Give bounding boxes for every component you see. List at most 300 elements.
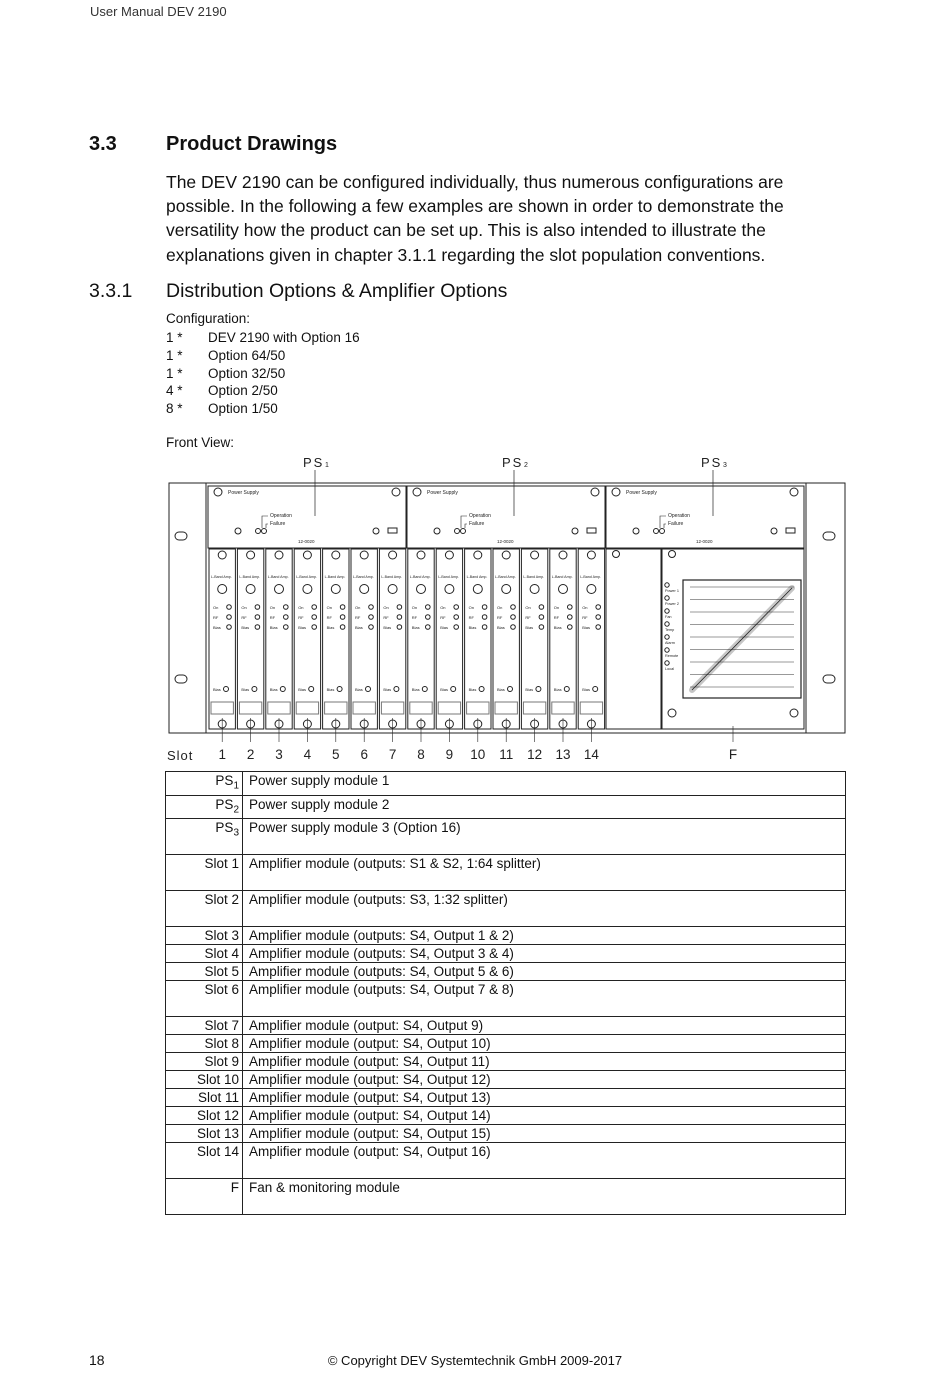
table-description: Amplifier module (outputs: S4, Output 3 & 4) xyxy=(243,945,846,963)
fan-led-label: Temp xyxy=(665,628,675,632)
configuration-qty: 8 * xyxy=(166,401,183,417)
subsection-number: 3.3.1 xyxy=(89,280,133,302)
amp-led-label: Bias xyxy=(326,625,335,630)
slot-number: 8 xyxy=(417,747,425,762)
table-key: Slot 11 xyxy=(166,1089,243,1107)
table-key: Slot 3 xyxy=(166,927,243,945)
psu-led-icon xyxy=(461,529,466,534)
table-row xyxy=(166,1143,846,1179)
amp-connector-icon xyxy=(502,585,511,594)
amp-led-label: On xyxy=(582,605,588,610)
amp-led-icon xyxy=(255,605,260,610)
table-row xyxy=(166,1089,846,1107)
amp-led-icon xyxy=(596,625,601,630)
amp-led-label: RF xyxy=(497,615,503,620)
amp-bias-label: Bias xyxy=(326,687,335,692)
amp-title: L-Band Amp. xyxy=(324,575,346,579)
screw-icon xyxy=(303,551,311,559)
amp-led-icon xyxy=(454,605,459,610)
amp-led-label: Bias xyxy=(241,625,250,630)
amp-led-icon xyxy=(511,605,516,610)
amp-led-icon xyxy=(312,625,317,630)
section-number: 3.3 xyxy=(89,133,117,155)
amp-led-icon xyxy=(312,605,317,610)
amp-title: L-Band Amp. xyxy=(466,575,488,579)
amp-led-icon xyxy=(454,625,459,630)
amp-led-label: Bias xyxy=(411,625,420,630)
screw-icon xyxy=(214,488,222,496)
table-row xyxy=(166,1071,846,1089)
amp-bias-pot-icon xyxy=(252,687,257,692)
amp-bias-pot-icon xyxy=(508,687,513,692)
amp-led-label: On xyxy=(383,605,389,610)
intro-paragraph: The DEV 2190 can be configured individually, thus numerous configurations are possible. In the following a few examples are shown in order to demonstrate the versatility how the product can be set up. This is also intended to illustrate the explanations given in chapter 3.1.1 regarding the slot population conventions. xyxy=(166,172,784,265)
slot-number: 2 xyxy=(246,747,255,762)
amp-led-label: Bias xyxy=(497,625,505,630)
amp-title: L-Band Amp. xyxy=(523,575,545,579)
chassis-inner-frame xyxy=(206,483,806,733)
table-description: Amplifier module (outputs: S4, Output 7 & 8) xyxy=(243,981,846,1017)
amp-led-label: On xyxy=(525,605,531,610)
screw-icon xyxy=(247,551,255,559)
amp-led-icon xyxy=(255,625,260,630)
rack-mount-hole-icon xyxy=(823,675,835,683)
screw-icon xyxy=(612,488,620,496)
screw-icon xyxy=(587,551,595,559)
psu-led-icon xyxy=(455,529,460,534)
amp-led-label: On xyxy=(553,605,560,610)
amp-led-label: Bias xyxy=(383,625,392,630)
amp-bias-label: Bias xyxy=(553,687,562,692)
configuration-item xyxy=(166,365,360,383)
table-row xyxy=(166,1125,846,1143)
table-description: Power supply module 2 xyxy=(243,795,846,819)
screw-icon xyxy=(669,551,676,558)
amp-led-label: On xyxy=(326,605,332,610)
screw-icon xyxy=(502,551,510,559)
ps-label-subscript: 1 xyxy=(325,462,329,469)
amp-bias-label: Bias xyxy=(440,687,448,692)
screw-icon xyxy=(668,709,676,717)
screw-icon xyxy=(445,551,453,559)
amp-led-label: Bias xyxy=(213,625,221,630)
section-title: Product Drawings xyxy=(166,133,338,155)
amp-connector-icon xyxy=(218,585,227,594)
amp-bias-pot-icon xyxy=(309,687,314,692)
amp-title: L-Band Amp. xyxy=(267,575,289,579)
screw-icon xyxy=(413,488,421,496)
amp-led-label: RF xyxy=(553,615,560,620)
amp-led-label: On xyxy=(468,605,474,610)
table-key: $PS_2$ xyxy=(166,795,243,819)
psu-failure-label: Failure xyxy=(469,521,485,527)
ps-label: PS xyxy=(701,455,723,470)
table-key: $PS_1$ xyxy=(166,772,243,796)
amp-led-icon xyxy=(227,605,232,610)
amp-connector-icon xyxy=(559,585,568,594)
configuration-item xyxy=(166,400,360,418)
table-key: Slot 8 xyxy=(166,1035,243,1053)
amp-led-label: RF xyxy=(241,615,247,620)
amp-led-label: RF xyxy=(383,615,389,620)
psu-led-leader xyxy=(262,516,268,528)
screw-icon xyxy=(389,551,397,559)
slot-number: 3 xyxy=(275,747,283,762)
slot-number: 1 xyxy=(218,747,226,762)
amp-handle xyxy=(467,702,489,714)
amp-title: L-Band Amp. xyxy=(580,575,601,579)
amp-led-icon xyxy=(482,615,487,620)
table-description: Amplifier module (outputs: S4, Output 5 & 6) xyxy=(243,963,846,981)
fan-led-icon xyxy=(665,609,669,613)
table-description: Amplifier module (output: S4, Output 11) xyxy=(243,1053,846,1071)
table-description: Amplifier module (output: S4, Output 14) xyxy=(243,1107,846,1125)
psu-failure-label: Failure xyxy=(668,521,684,527)
table-key: Slot 13 xyxy=(166,1125,243,1143)
amp-led-icon xyxy=(284,605,289,610)
amp-connector-icon xyxy=(388,585,397,594)
amp-bias-label: Bias xyxy=(468,687,477,692)
amp-connector-icon xyxy=(331,585,340,594)
table-row xyxy=(166,927,846,945)
slot-number: 4 xyxy=(303,747,312,762)
amp-connector-icon xyxy=(587,585,596,594)
page-number: 18 xyxy=(89,1352,105,1368)
psu-led-icon xyxy=(654,529,659,534)
amp-led-icon xyxy=(284,625,289,630)
amp-led-icon xyxy=(340,615,345,620)
table-row xyxy=(166,1017,846,1035)
amp-bias-pot-icon xyxy=(479,687,484,692)
amp-led-label: Bias xyxy=(355,625,363,630)
configuration-qty: 1 * xyxy=(166,330,183,345)
amp-led-label: RF xyxy=(411,615,418,620)
configuration-label: Configuration: xyxy=(166,311,251,326)
amp-led-icon xyxy=(539,615,544,620)
slot-number: 9 xyxy=(445,747,454,762)
amp-led-icon xyxy=(340,625,345,630)
amp-led-label: On xyxy=(497,605,503,610)
amp-handle xyxy=(353,702,375,714)
amp-bias-label: Bias xyxy=(411,687,420,692)
table-key: $PS_3$ xyxy=(166,819,243,855)
amp-handle xyxy=(239,702,261,714)
amp-led-label: Bias xyxy=(525,625,534,630)
table-row xyxy=(166,963,846,981)
amp-led-label: On xyxy=(355,605,361,610)
table-key: Slot 5 xyxy=(166,963,243,981)
psu-title: Power Supply xyxy=(427,490,458,496)
fan-led-icon xyxy=(665,635,669,639)
table-description: Power supply module 3 (Option 16) xyxy=(243,819,846,855)
amp-led-label: On xyxy=(440,605,446,610)
amp-led-icon xyxy=(482,625,487,630)
amp-title: L-Band Amp. xyxy=(409,575,431,579)
amp-handle xyxy=(268,702,290,714)
amp-led-icon xyxy=(426,615,431,620)
screw-icon xyxy=(790,488,798,496)
screw-icon xyxy=(235,528,241,534)
fan-led-icon xyxy=(665,583,669,587)
configuration-list xyxy=(166,329,360,418)
fan-led-label: Alarm xyxy=(665,641,675,645)
screw-icon xyxy=(572,528,578,534)
ps-label-subscript: 3 xyxy=(723,462,727,469)
table-key: Slot 9 xyxy=(166,1053,243,1071)
configuration-name: Option 1/50 xyxy=(208,401,278,417)
amp-led-label: Bias xyxy=(582,625,590,630)
amp-led-label: Bias xyxy=(553,625,562,630)
table-description: Power supply module 1 xyxy=(243,772,846,796)
amp-title: L-Band Amp. xyxy=(381,575,403,579)
amp-led-icon xyxy=(482,605,487,610)
fan-slot-label: F xyxy=(728,747,738,762)
table-description: Fan & monitoring module xyxy=(243,1179,846,1215)
psu-part-number: 12-0020 xyxy=(298,539,315,544)
screw-icon xyxy=(275,551,283,559)
amp-led-label: On xyxy=(213,605,219,610)
psu-title: Power Supply xyxy=(626,490,657,496)
amp-title: L-Band Amp. xyxy=(495,575,516,579)
amp-handle xyxy=(495,702,517,714)
slot-number: 11 xyxy=(499,747,514,762)
slot-assignment-table xyxy=(165,771,846,1215)
amp-bias-pot-icon xyxy=(564,687,569,692)
psu-operation-label: Operation xyxy=(270,513,292,519)
table-row xyxy=(166,891,846,927)
psu-connector-icon xyxy=(388,528,397,533)
screw-icon xyxy=(559,551,567,559)
fan-led-label: Remote xyxy=(665,654,679,658)
psu-led-leader xyxy=(660,516,666,528)
amp-handle xyxy=(438,702,460,714)
table-key: Slot 4 xyxy=(166,945,243,963)
amp-led-icon xyxy=(511,625,516,630)
table-key: Slot 10 xyxy=(166,1071,243,1089)
screw-icon xyxy=(332,551,340,559)
psu-operation-label: Operation xyxy=(469,513,491,519)
table-row xyxy=(166,1179,846,1215)
amp-connector-icon xyxy=(303,585,312,594)
slot-number: 13 xyxy=(555,747,571,762)
amp-connector-icon xyxy=(360,585,369,594)
amp-connector-icon xyxy=(275,585,284,594)
table-row xyxy=(166,819,846,855)
psu-led-icon xyxy=(262,529,267,534)
amp-led-label: On xyxy=(269,605,276,610)
table-row xyxy=(166,1107,846,1125)
psu-led-icon xyxy=(660,529,665,534)
amp-led-icon xyxy=(596,605,601,610)
rack-mount-hole-icon xyxy=(175,532,187,540)
configuration-item xyxy=(166,347,360,365)
table-row xyxy=(166,1035,846,1053)
table-key: Slot 7 xyxy=(166,1017,243,1035)
amp-bias-pot-icon xyxy=(394,687,399,692)
slot-caption: Slot xyxy=(167,748,194,763)
amp-bias-pot-icon xyxy=(422,687,427,692)
amp-led-icon xyxy=(568,625,573,630)
amp-bias-pot-icon xyxy=(280,687,285,692)
psu-failure-label: Failure xyxy=(270,521,286,527)
fan-led-label: Local xyxy=(665,667,675,671)
table-description: Amplifier module (output: S4, Output 15) xyxy=(243,1125,846,1143)
amp-bias-label: Bias xyxy=(355,687,363,692)
screw-icon xyxy=(434,528,440,534)
amp-led-icon xyxy=(369,605,374,610)
running-header: User Manual DEV 2190 xyxy=(90,4,227,19)
table-key: Slot 2 xyxy=(166,891,243,927)
amp-led-label: RF xyxy=(269,615,276,620)
amp-led-icon xyxy=(369,615,374,620)
amp-bias-pot-icon xyxy=(451,687,456,692)
amp-bias-pot-icon xyxy=(536,687,541,692)
amp-led-icon xyxy=(426,625,431,630)
table-description: Amplifier module (outputs: S1 & S2, 1:64 splitter) xyxy=(243,855,846,891)
amp-connector-icon xyxy=(246,585,255,594)
table-key: Slot 6 xyxy=(166,981,243,1017)
amp-led-icon xyxy=(255,615,260,620)
amp-led-label: RF xyxy=(468,615,474,620)
fan-led-label: Power 1 xyxy=(665,589,679,593)
psu-part-number: 12-0020 xyxy=(696,539,713,544)
amp-bias-label: Bias xyxy=(497,687,505,692)
configuration-name: Option 2/50 xyxy=(208,383,278,399)
amp-led-label: Bias xyxy=(468,625,477,630)
front-view-label: Front View: xyxy=(166,435,235,450)
amp-bias-label: Bias xyxy=(525,687,534,692)
rack-mount-hole-icon xyxy=(175,675,187,683)
amp-led-icon xyxy=(596,615,601,620)
configuration-name: DEV 2190 with Option 16 xyxy=(208,330,360,345)
amp-led-icon xyxy=(397,605,402,610)
screw-icon xyxy=(392,488,400,496)
configuration-qty: 1 * xyxy=(166,347,183,363)
psu-led-icon xyxy=(256,529,261,534)
table-key: Slot 14 xyxy=(166,1143,243,1179)
configuration-name: Option 64/50 xyxy=(208,347,286,363)
slot-number: 10 xyxy=(470,747,486,762)
amp-led-label: Bias xyxy=(440,625,448,630)
fan-led-label: Fan xyxy=(665,615,672,619)
amp-led-icon xyxy=(511,615,516,620)
blank-panel xyxy=(606,549,661,729)
screw-icon xyxy=(771,528,777,534)
slot-number: 6 xyxy=(360,747,368,762)
fan-led-icon xyxy=(665,596,669,600)
amp-led-label: On xyxy=(298,605,304,610)
screw-icon xyxy=(360,551,368,559)
amp-handle xyxy=(552,702,574,714)
screw-icon xyxy=(790,709,798,717)
table-row xyxy=(166,945,846,963)
amp-led-label: Bias xyxy=(269,625,278,630)
amp-led-icon xyxy=(568,605,573,610)
amp-bias-label: Bias xyxy=(241,687,250,692)
amp-led-label: RF xyxy=(582,615,588,620)
psu-operation-label: Operation xyxy=(668,513,690,519)
configuration-qty: 1 * xyxy=(166,365,183,381)
screw-icon xyxy=(591,488,599,496)
table-key: Slot 12 xyxy=(166,1107,243,1125)
psu-led-leader xyxy=(461,516,467,528)
amp-connector-icon xyxy=(417,585,426,594)
amp-bias-label: Bias xyxy=(213,687,221,692)
table-key: Slot 1 xyxy=(166,855,243,891)
ps-label: PS xyxy=(502,455,524,470)
amp-connector-icon xyxy=(445,585,454,594)
ps-label: PS xyxy=(303,455,325,470)
front-view-drawing xyxy=(160,450,850,770)
screw-icon xyxy=(417,551,425,559)
amp-title: L-Band Amp. xyxy=(296,575,317,579)
configuration-item xyxy=(166,382,360,400)
psu-connector-icon xyxy=(786,528,795,533)
slot-number: 12 xyxy=(527,747,543,762)
fan-led-icon xyxy=(665,648,669,652)
amp-bias-pot-icon xyxy=(366,687,371,692)
amp-led-icon xyxy=(539,625,544,630)
copyright-notice: © Copyright DEV Systemtechnik GmbH 2009-2017 xyxy=(327,1353,623,1368)
table-description: Amplifier module (output: S4, Output 12) xyxy=(243,1071,846,1089)
amp-led-icon xyxy=(539,605,544,610)
configuration-name: Option 32/50 xyxy=(208,365,286,381)
amp-led-icon xyxy=(369,625,374,630)
table-row xyxy=(166,795,846,819)
amp-handle xyxy=(381,702,403,714)
slot-number: 7 xyxy=(388,747,397,762)
table-row xyxy=(166,981,846,1017)
ps-label-subscript: 2 xyxy=(524,462,528,469)
table-row xyxy=(166,855,846,891)
amp-led-icon xyxy=(340,605,345,610)
amp-led-label: RF xyxy=(298,615,304,620)
amp-title: L-Band Amp. xyxy=(438,575,459,579)
screw-icon xyxy=(531,551,539,559)
amp-led-label: RF xyxy=(525,615,531,620)
table-row xyxy=(166,1053,846,1071)
amp-bias-pot-icon xyxy=(224,687,229,692)
amp-led-icon xyxy=(397,625,402,630)
amp-led-icon xyxy=(568,615,573,620)
amp-title: L-Band Amp. xyxy=(211,575,232,579)
table-description: Amplifier module (outputs: S4, Output 1 & 2) xyxy=(243,927,846,945)
amp-bias-pot-icon xyxy=(593,687,598,692)
slot-number: 14 xyxy=(583,747,599,762)
table-description: Amplifier module (output: S4, Output 10) xyxy=(243,1035,846,1053)
psu-part-number: 12-0020 xyxy=(497,539,514,544)
slot-number: 5 xyxy=(332,747,340,762)
table-description: Amplifier module (output: S4, Output 9) xyxy=(243,1017,846,1035)
amp-led-label: RF xyxy=(440,615,446,620)
amp-handle xyxy=(580,702,602,714)
amp-led-icon xyxy=(397,615,402,620)
psu-title: Power Supply xyxy=(228,490,259,496)
amp-title: L-Band Amp. xyxy=(353,575,374,579)
amp-led-icon xyxy=(284,615,289,620)
psu-connector-icon xyxy=(587,528,596,533)
amp-bias-pot-icon xyxy=(337,687,342,692)
amp-connector-icon xyxy=(473,585,482,594)
screw-icon xyxy=(633,528,639,534)
amp-bias-label: Bias xyxy=(582,687,590,692)
screw-icon xyxy=(373,528,379,534)
fan-led-icon xyxy=(665,661,669,665)
rack-mount-hole-icon xyxy=(823,532,835,540)
amp-led-icon xyxy=(227,625,232,630)
table-row xyxy=(166,772,846,796)
table-description: Amplifier module (output: S4, Output 13) xyxy=(243,1089,846,1107)
